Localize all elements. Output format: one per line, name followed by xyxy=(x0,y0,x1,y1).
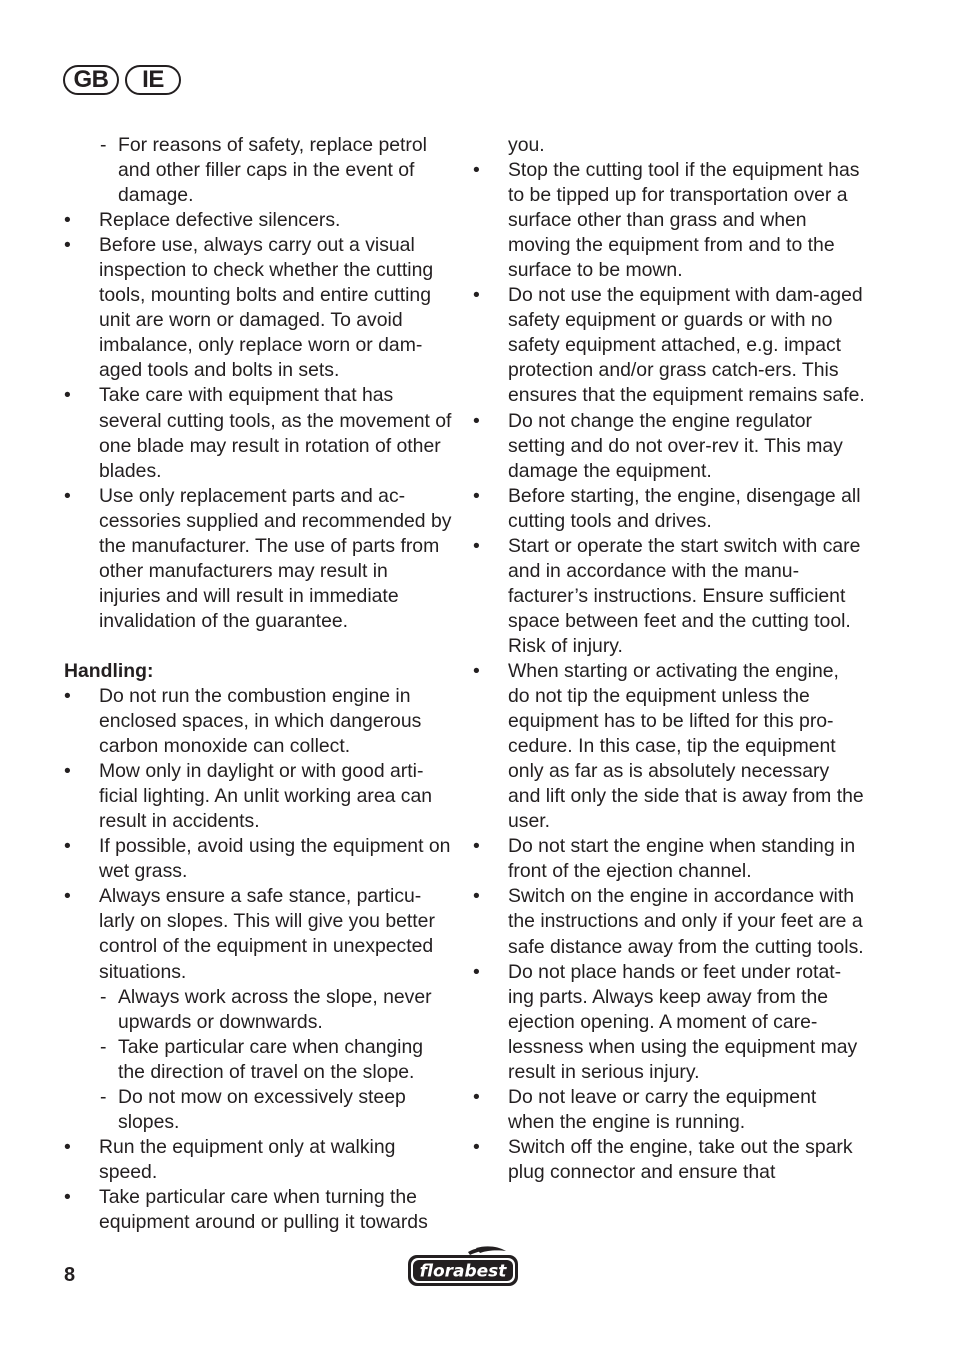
bullet-marker: • xyxy=(64,760,71,783)
bullet-item xyxy=(473,409,865,484)
bullet-text: Switch off the engine, take out the spark plug connector and ensure that xyxy=(508,1135,853,1183)
bullet-marker: • xyxy=(473,960,480,983)
bullet-marker: • xyxy=(64,384,71,407)
continuation-text: you. xyxy=(508,134,545,156)
sub-item-text: For reasons of safety, replace petrol and other filler caps in the event of damage. xyxy=(118,134,427,207)
left-text-column xyxy=(64,133,454,1235)
dash-marker: - xyxy=(100,985,107,1008)
language-badge-ie: IE xyxy=(125,65,181,95)
bullet-marker: • xyxy=(473,409,480,432)
florabest-logo xyxy=(406,1244,520,1290)
bullet-text: Mow only in daylight or with good arti-ficial lighting. An unlit working area can result in accidents. xyxy=(99,760,433,833)
bullet-item xyxy=(473,484,865,534)
bullet-text: Take care with equipment that has several cutting tools, as the movement of one blade may result in rotation of other blades. xyxy=(99,384,452,482)
bullet-text: Switch on the engine in accordance with the instructions and only if your feet are a safe distance away from the cutting tools. xyxy=(508,885,864,958)
dash-marker: - xyxy=(100,134,107,156)
bullet-marker: • xyxy=(64,684,71,707)
bullet-item xyxy=(473,960,865,1085)
sub-item xyxy=(64,1085,454,1135)
bullet-marker: • xyxy=(473,159,480,182)
bullet-item xyxy=(64,233,454,383)
bullet-text: Use only replacement parts and ac-cessories supplied and recommended by the manufacturer. The use of parts from other manufacturers may result in injuries and will result in immediate invalidation of the guarantee. xyxy=(99,484,452,632)
bullet-marker: • xyxy=(473,484,480,507)
sub-item-text: Always work across the slope, never upwards or downwards. xyxy=(118,985,432,1033)
bullet-marker: • xyxy=(64,209,71,232)
bullet-text: When starting or activating the engine, do not tip the equipment unless the equipment has to be lifted for this pro-cedure. In this case, tip the equipment only as far as is absolutely necessary and lift only the side that is away from the user. xyxy=(508,659,864,833)
language-badges xyxy=(63,65,181,95)
right-text-column xyxy=(473,133,865,1185)
bullet-item xyxy=(64,1135,454,1185)
bullet-marker: • xyxy=(64,484,71,507)
bullet-text: Start or operate the start switch with care and in accordance with the manu-facturer’s instructions. Ensure sufficient space between feet and the cutting tool. Risk of injury. xyxy=(508,534,861,657)
bullet-item xyxy=(473,283,865,408)
bullet-item xyxy=(64,884,454,984)
bullet-item xyxy=(64,684,454,759)
bullet-text: Before starting, the engine, disengage all cutting tools and drives. xyxy=(508,484,861,532)
bullet-text: Stop the cutting tool if the equipment has to be tipped up for transportation over a surface other than grass and when moving the equipment from and to the surface to be mown. xyxy=(508,159,860,282)
bullet-marker: • xyxy=(473,659,480,682)
bullet-text: Run the equipment only at walking speed. xyxy=(99,1135,396,1183)
bullet-marker: • xyxy=(473,1135,480,1158)
bullet-item xyxy=(64,834,454,884)
bullet-text: Replace defective silencers. xyxy=(99,209,341,232)
bullet-item xyxy=(473,1085,865,1135)
bullet-marker: • xyxy=(64,835,71,858)
bullet-text: Do not place hands or feet under rotat-ing parts. Always keep away from the ejection opening. A moment of care-lessness when using the equipment may result in serious injury. xyxy=(508,960,858,1083)
bullet-marker: • xyxy=(64,1135,71,1158)
bullet-item xyxy=(64,484,454,634)
logo-text: florabest xyxy=(419,1261,507,1282)
sub-item-text: Take particular care when changing the direction of travel on the slope. xyxy=(118,1035,424,1083)
dash-marker: - xyxy=(100,1035,107,1058)
bullet-marker: • xyxy=(64,885,71,908)
sub-item xyxy=(64,133,454,208)
bullet-marker: • xyxy=(64,1185,71,1208)
bullet-marker: • xyxy=(473,885,480,908)
bullet-item xyxy=(473,158,865,283)
bullet-text: Always ensure a safe stance, particu-larly on slopes. This will give you better control of the equipment in unexpected situations. xyxy=(99,885,435,983)
dash-marker: - xyxy=(100,1085,107,1108)
bullet-item xyxy=(473,1135,865,1185)
bullet-text: Do not run the combustion engine in enclosed spaces, in which dangerous carbon monoxide can collect. xyxy=(99,684,422,758)
page-number: 8 xyxy=(64,1264,76,1286)
bullet-text: Before use, always carry out a visual inspection to check whether the cutting tools, mounting bolts and entire cutting unit are worn or damaged. To avoid imbalance, only replace worn or dam-aged tools and bolts in sets. xyxy=(99,234,434,382)
bullet-marker: • xyxy=(473,835,480,858)
sub-item-text: Do not mow on excessively steep slopes. xyxy=(118,1085,406,1133)
bullet-item xyxy=(64,383,454,483)
sub-item xyxy=(64,985,454,1035)
bullet-text: Do not use the equipment with dam-aged safety equipment or guards or with no safety equipment attached, e.g. impact protection and/or grass catch-ers. This ensures that the equipment remains safe. xyxy=(508,284,865,407)
section-heading: Handling: xyxy=(64,659,154,682)
sub-item xyxy=(64,1035,454,1085)
bullet-item xyxy=(473,659,865,834)
bullet-text: If possible, avoid using the equipment on wet grass. xyxy=(99,835,451,883)
bullet-item xyxy=(473,884,865,959)
bullet-marker: • xyxy=(64,234,71,257)
bullet-item xyxy=(473,834,865,884)
language-badge-gb: GB xyxy=(63,65,119,95)
bullet-text: Take particular care when turning the equipment around or pulling it towards xyxy=(99,1185,428,1233)
bullet-text: Do not start the engine when standing in front of the ejection channel. xyxy=(508,835,856,883)
bullet-marker: • xyxy=(473,284,480,307)
bullet-text: Do not change the engine regulator setting and do not over-rev it. This may damage the equipment. xyxy=(508,409,843,482)
bullet-item xyxy=(64,208,454,233)
bullet-item xyxy=(473,534,865,659)
bullet-item xyxy=(64,1185,454,1235)
bullet-marker: • xyxy=(473,534,480,557)
bullet-item xyxy=(64,759,454,834)
bullet-marker: • xyxy=(473,1085,480,1108)
bullet-text: Do not leave or carry the equipment when the engine is running. xyxy=(508,1085,817,1133)
